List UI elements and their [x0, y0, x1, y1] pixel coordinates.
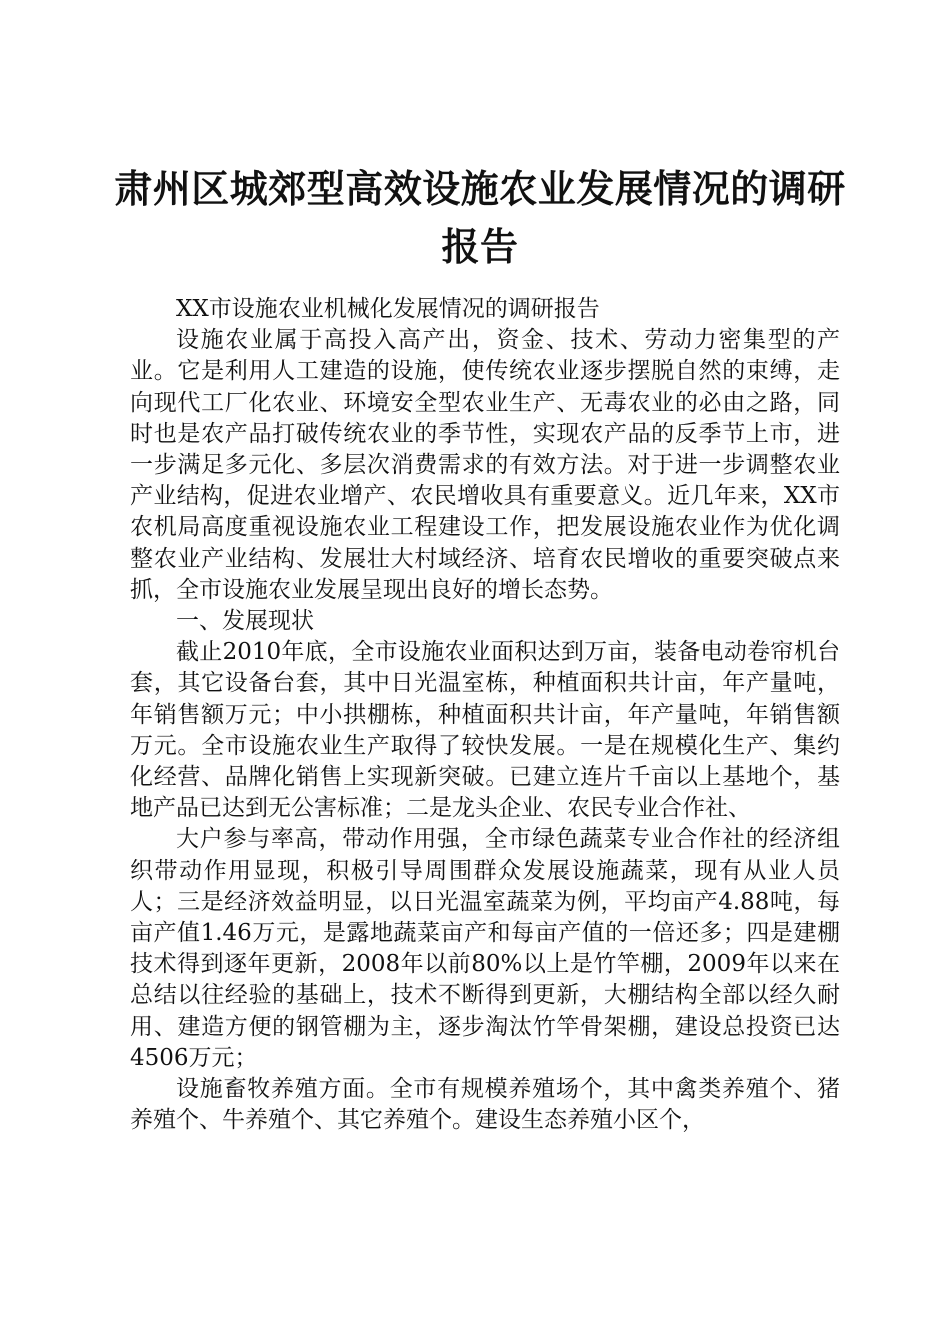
paragraph-intro: 设施农业属于高投入高产出，资金、技术、劳动力密集型的产业。它是利用人工建造的设施，使传统农业逐步摆脱自然的束缚，走向现代工厂化农业、环境安全型农业生产、无毒农业的必由之路，同时也是农产品打破传统农业的季节性，实现农产品的反季节上市，进一步满足多元化、多层次消费需求的有效方法。对于进一步调整农业产业结构，促进农业增产、农民增收具有重要意义。近几年来，XX市农机局高度重视设施农业工程建设工作，把发展设施农业作为优化调整农业产业结构、发展壮大村域经济、培育农民增收的重要突破点来抓，全市设施农业发展呈现出良好的增长态势。 [130, 327, 840, 603]
document-body [130, 294, 840, 1136]
paragraph-status: 截止2010年底，全市设施农业面积达到万亩，装备电动卷帘机台套，其它设备台套，其中日光温室栋，种植面积共计亩，年产量吨，年销售额万元；中小拱棚栋，种植面积共计亩，年产量吨，年销售额万元。全市设施农业生产取得了较快发展。一是在规模化生产、集约化经营、品牌化销售上实现新突破。已建立连片千亩以上基地个，基地产品已达到无公害标准；二是龙头企业、农民专业合作社、 [130, 639, 840, 822]
paragraph-cooperatives: 大户参与率高，带动作用强，全市绿色蔬菜专业合作社的经济组织带动作用显现，积极引导周围群众发展设施蔬菜，现有从业人员人；三是经济效益明显，以日光温室蔬菜为例，平均亩产4.88吨，每亩产值1.46万元，是露地蔬菜亩产和每亩产值的一倍还多；四是建棚技术得到逐年更新，2008年以前80%以上是竹竿棚，2009年以来在总结以往经验的基础上，技术不断得到更新，大棚结构全部以经久耐用、建造方便的钢管棚为主，逐步淘汰竹竿骨架棚，建设总投资已达4506万元； [130, 826, 840, 1071]
document-title: 肃州区城郊型高效设施农业发展情况的调研报告 [114, 166, 846, 269]
paragraph-livestock: 设施畜牧养殖方面。全市有规模养殖场个，其中禽类养殖个、猪养殖个、牛养殖个、其它养殖个。建设生态养殖小区个， [130, 1076, 840, 1134]
section-heading: 一、发展现状 [176, 608, 314, 635]
paragraph-subtitle: XX市设施农业机械化发展情况的调研报告 [176, 296, 600, 322]
